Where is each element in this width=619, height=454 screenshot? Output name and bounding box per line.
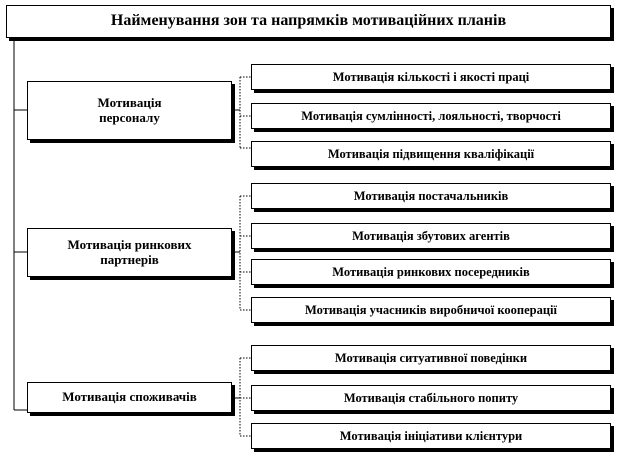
category-market-partners-line2: партнерів — [100, 251, 159, 267]
item-label: Мотивація ініціативи клієнтури — [339, 428, 523, 443]
item-stable-demand — [251, 385, 611, 411]
diagram-title-text: Найменування зон та напрямків мотиваційних планів — [110, 12, 507, 30]
item-label: Мотивація сумлінності, лояльності, творчості — [301, 108, 561, 123]
item-label: Мотивація учасників виробничої кооперації — [304, 302, 558, 317]
item-label: Мотивація кількості і якості праці — [332, 69, 530, 84]
item-suppliers — [251, 183, 611, 209]
category-consumers — [27, 382, 232, 413]
item-market-intermediaries — [251, 259, 611, 285]
item-work-quantity-quality — [251, 64, 611, 90]
diagram-title — [6, 5, 611, 38]
category-personnel-line2: персоналу — [99, 109, 160, 125]
category-market-partners-line1: Мотивація ринкових — [67, 236, 192, 252]
item-conscientiousness-loyalty-creativity — [251, 103, 611, 129]
item-label: Мотивація постачальників — [353, 188, 509, 203]
category-market-partners — [27, 228, 232, 277]
item-label: Мотивація ринкових посередників — [332, 264, 530, 279]
item-situational-behavior — [251, 345, 611, 371]
item-qualification-improvement — [251, 141, 611, 167]
item-label: Мотивація ситуативної поведінки — [334, 350, 528, 365]
item-label: Мотивація підвищення кваліфікації — [327, 146, 535, 161]
item-label: Мотивація збутових агентів — [352, 228, 510, 243]
item-sales-agents — [251, 223, 611, 249]
category-personnel — [27, 81, 232, 140]
item-production-cooperation — [251, 297, 611, 323]
item-label: Мотивація стабільного попиту — [343, 390, 519, 405]
category-personnel-line1: Мотивація — [97, 94, 162, 110]
item-clientele-initiative — [251, 423, 611, 449]
category-consumers-label: Мотивація споживачів — [62, 389, 197, 405]
